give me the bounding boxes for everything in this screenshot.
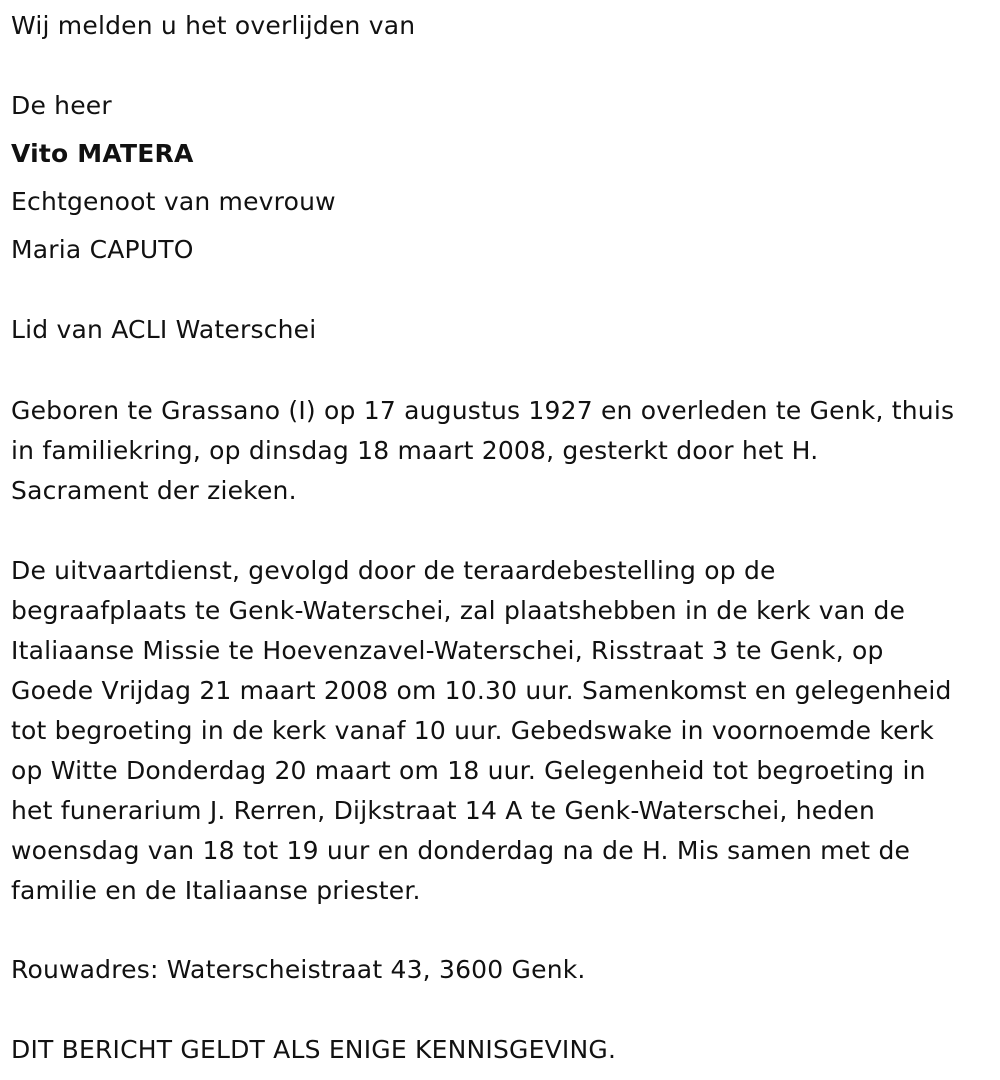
membership: Lid van ACLI Waterschei bbox=[11, 315, 317, 344]
paragraph-line: Geboren te Grassano (I) op 17 augustus 1927 en overleden te Genk, thuis bbox=[11, 396, 955, 425]
mourning-address: Rouwadres: Waterscheistraat 43, 3600 Genk. bbox=[11, 955, 586, 984]
paragraph-line: familie en de Italiaanse priester. bbox=[11, 876, 421, 905]
funeral-paragraph bbox=[11, 551, 996, 911]
spouse-relation: Echtgenoot van mevrouw bbox=[11, 187, 336, 216]
deceased-name: Vito MATERA bbox=[11, 139, 194, 168]
paragraph-line: Goede Vrijdag 21 maart 2008 om 10.30 uur. Samenkomst en gelegenheid bbox=[11, 676, 952, 705]
paragraph-line: op Witte Donderdag 20 maart om 18 uur. Gelegenheid tot begroeting in bbox=[11, 756, 926, 785]
paragraph-line: in familiekring, op dinsdag 18 maart 2008, gesterkt door het H. bbox=[11, 436, 819, 465]
paragraph-line: tot begroeting in de kerk vanaf 10 uur. Gebedswake in voornoemde kerk bbox=[11, 716, 934, 745]
paragraph-line: begraafplaats te Genk-Waterschei, zal plaatshebben in de kerk van de bbox=[11, 596, 906, 625]
closing-statement: DIT BERICHT GELDT ALS ENIGE KENNISGEVING. bbox=[11, 1035, 617, 1064]
paragraph-line: Sacrament der zieken. bbox=[11, 476, 297, 505]
paragraph-line: De uitvaartdienst, gevolgd door de teraardebestelling op de bbox=[11, 556, 776, 585]
paragraph-line: woensdag van 18 tot 19 uur en donderdag na de H. Mis samen met de bbox=[11, 836, 911, 865]
salutation: De heer bbox=[11, 91, 112, 120]
spouse-name: Maria CAPUTO bbox=[11, 235, 194, 264]
intro-text: Wij melden u het overlijden van bbox=[11, 11, 416, 40]
paragraph-line: het funerarium J. Rerren, Dijkstraat 14 A te Genk-Waterschei, heden bbox=[11, 796, 875, 825]
paragraph-line: Italiaanse Missie te Hoevenzavel-Waterschei, Risstraat 3 te Genk, op bbox=[11, 636, 884, 665]
birth-death-paragraph bbox=[11, 391, 996, 511]
